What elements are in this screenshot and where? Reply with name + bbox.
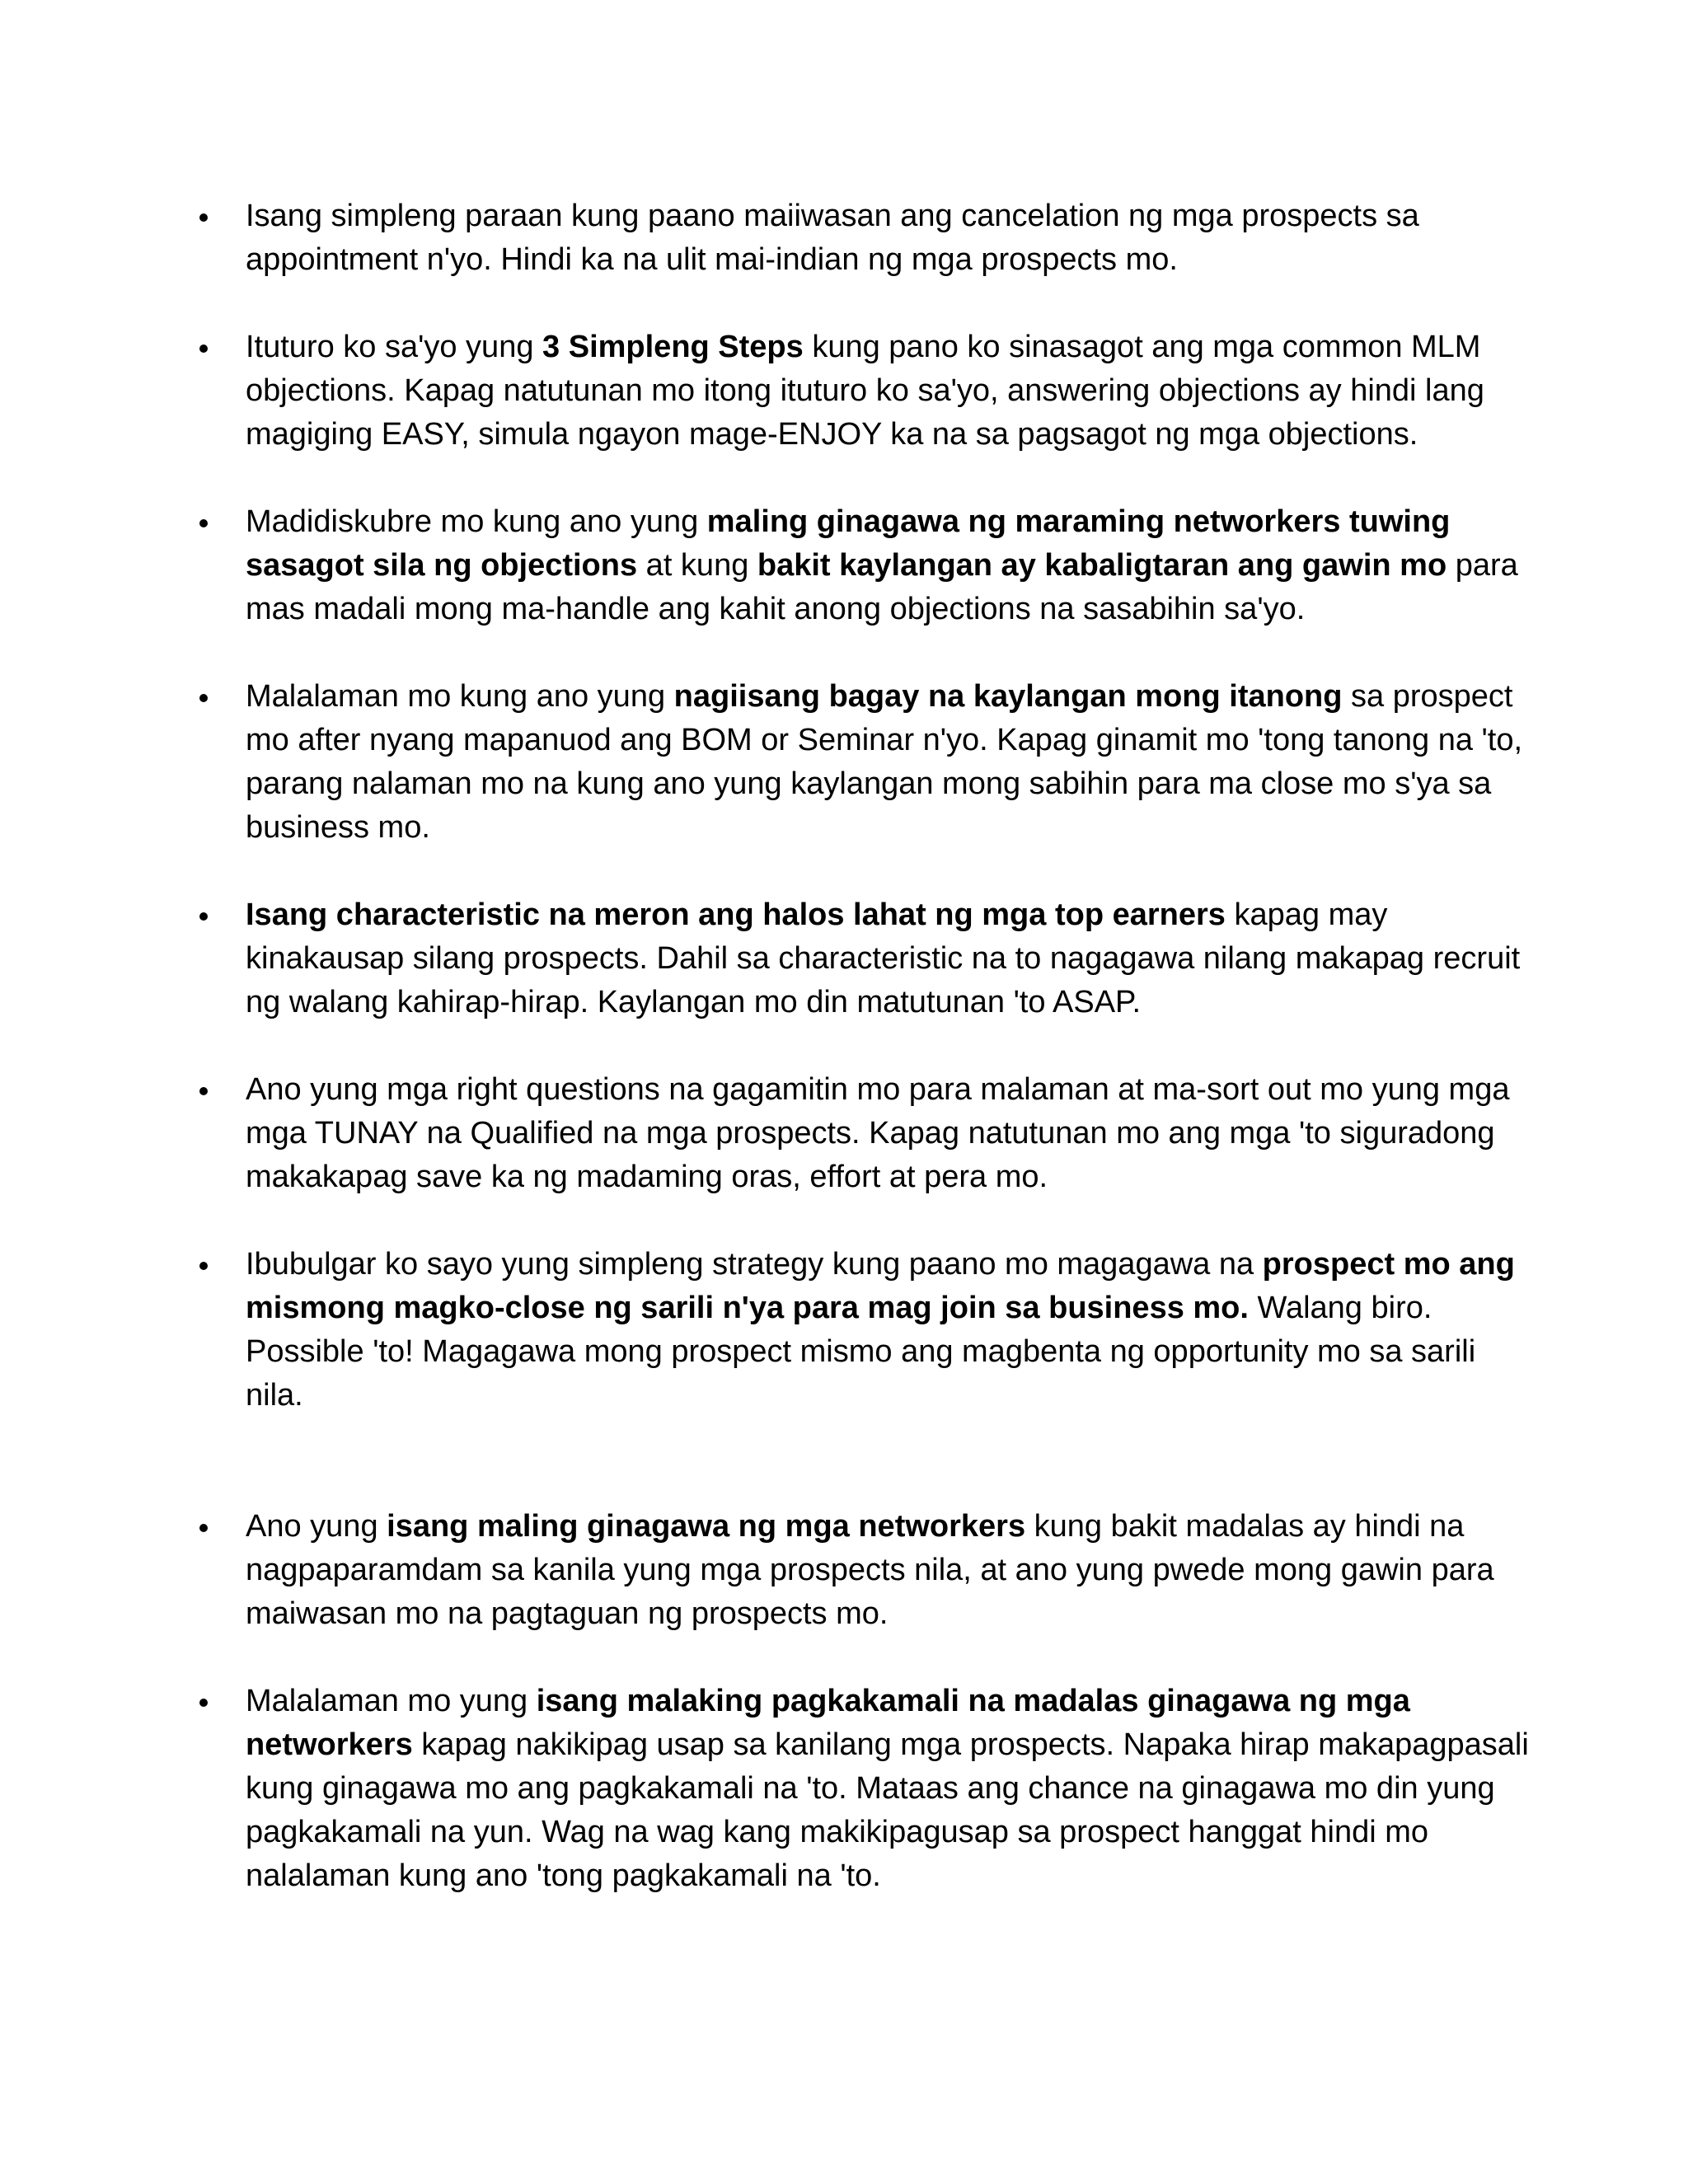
bullet-text: kapag may kinakausap silang prospects. Dahil sa characteristic na to nagagawa nilang makapag recruit ng walang kahirap-hirap. Kaylangan mo din matutunan 'to ASAP. (246, 898, 1521, 1019)
bullet-dot-icon (199, 1087, 208, 1095)
bullet-text-bold: bakit kaylangan ay kabaligtaran ang gawin mo (757, 548, 1447, 583)
bullet-item (195, 1505, 1530, 1636)
bullet-text: Malalaman mo kung ano yung (246, 679, 674, 714)
bullet-dot-icon (199, 519, 208, 527)
bullet-dot-icon (199, 1699, 208, 1707)
bullet-text: Ibubulgar ko sayo yung simpleng strategy kung paano mo magagawa na (246, 1247, 1263, 1282)
bullet-text: Isang simpleng paraan kung paano maiiwasan ang cancelation ng mga prospects sa appointment n'yo. Hindi ka na ulit mai-indian ng mga prospects mo. (246, 199, 1419, 277)
bullet-text-bold: 3 Simpleng Steps (542, 330, 804, 364)
bullet-text-bold: prospect mo ang mismong magko-close ng sarili n'ya para mag join sa business mo. (246, 1247, 1515, 1325)
bullet-text: Madidiskubre mo kung ano yung (246, 504, 707, 539)
bullet-text-bold: Isang characteristic na meron ang halos lahat ng mga top earners (246, 898, 1226, 932)
bullet-item (195, 194, 1530, 282)
bullet-dot-icon (199, 1524, 208, 1532)
bullet-text: kung bakit madalas ay hindi na nagpaparamdam sa kanila yung mga prospects nila, at ano yung pwede mong gawin para maiwasan mo na pagtaguan ng prospects mo. (246, 1509, 1494, 1631)
bullet-text: Walang biro. Possible 'to! Magagawa mong prospect mismo ang magbenta ng opportunity mo sa sarili nila. (246, 1291, 1476, 1413)
bullet-item (195, 1068, 1530, 1199)
bullet-dot-icon (199, 694, 208, 702)
bullet-item (195, 326, 1530, 457)
bullet-text: Malalaman mo yung (246, 1684, 537, 1718)
bullet-dot-icon (199, 344, 208, 353)
bullet-text-bold: isang maling ginagawa ng mga networkers (387, 1509, 1026, 1544)
bullet-text: para mas madali mong ma-handle ang kahit anong objections na sasabihin sa'yo. (246, 548, 1518, 626)
bullet-item (195, 893, 1530, 1024)
bullet-text-bold: isang malaking pagkakamali na madalas ginagawa ng mga networkers (246, 1684, 1410, 1762)
bullet-text: sa prospect mo after nyang mapanuod ang BOM or Seminar n'yo. Kapag ginamit mo 'tong tanong na 'to, parang nalaman mo na kung ano yung kaylangan mong sabihin para ma close mo s'ya sa business mo. (246, 679, 1523, 845)
bullet-list (195, 194, 1530, 1942)
bullet-dot-icon (199, 1262, 208, 1270)
bullet-item (195, 675, 1530, 850)
bullet-text-bold: maling ginagawa ng maraming networkers tuwing sasagot sila ng objections (246, 504, 1451, 583)
bullet-text: Ano yung (246, 1509, 387, 1544)
bullet-dot-icon (199, 213, 208, 222)
bullet-text: kung pano ko sinasagot ang mga common MLM objections. Kapag natutunan mo itong ituturo ko sa'yo, answering objections ay hindi lang magiging EASY, simula ngayon mage-ENJOY ka na sa pagsagot ng mga objections. (246, 330, 1484, 452)
bullet-item (195, 1243, 1530, 1418)
bullet-text: Ituturo ko sa'yo yung (246, 330, 543, 364)
bullet-item (195, 500, 1530, 631)
bullet-item (195, 1680, 1530, 1898)
bullet-text-bold: nagiisang bagay na kaylangan mong itanong (673, 679, 1343, 714)
bullet-text: kapag nakikipag usap sa kanilang mga prospects. Napaka hirap makapagpasali kung ginagawa mo ang pagkakamali na 'to. Mataas ang chance na ginagawa mo din yung pagkakamali na yun. Wag na wag kang makikipagusap sa prospect hanggat hindi mo nalalaman kung ano 'tong pagkakamali na 'to. (246, 1727, 1529, 1893)
bullet-dot-icon (199, 912, 208, 921)
bullet-text: Ano yung mga right questions na gagamitin mo para malaman at ma-sort out mo yung mga mga TUNAY na Qualified na mga prospects. Kapag natutunan mo ang mga 'to siguradong makakapag save ka ng madaming oras, effort at pera mo. (246, 1072, 1510, 1194)
bullet-text: at kung (637, 548, 757, 583)
